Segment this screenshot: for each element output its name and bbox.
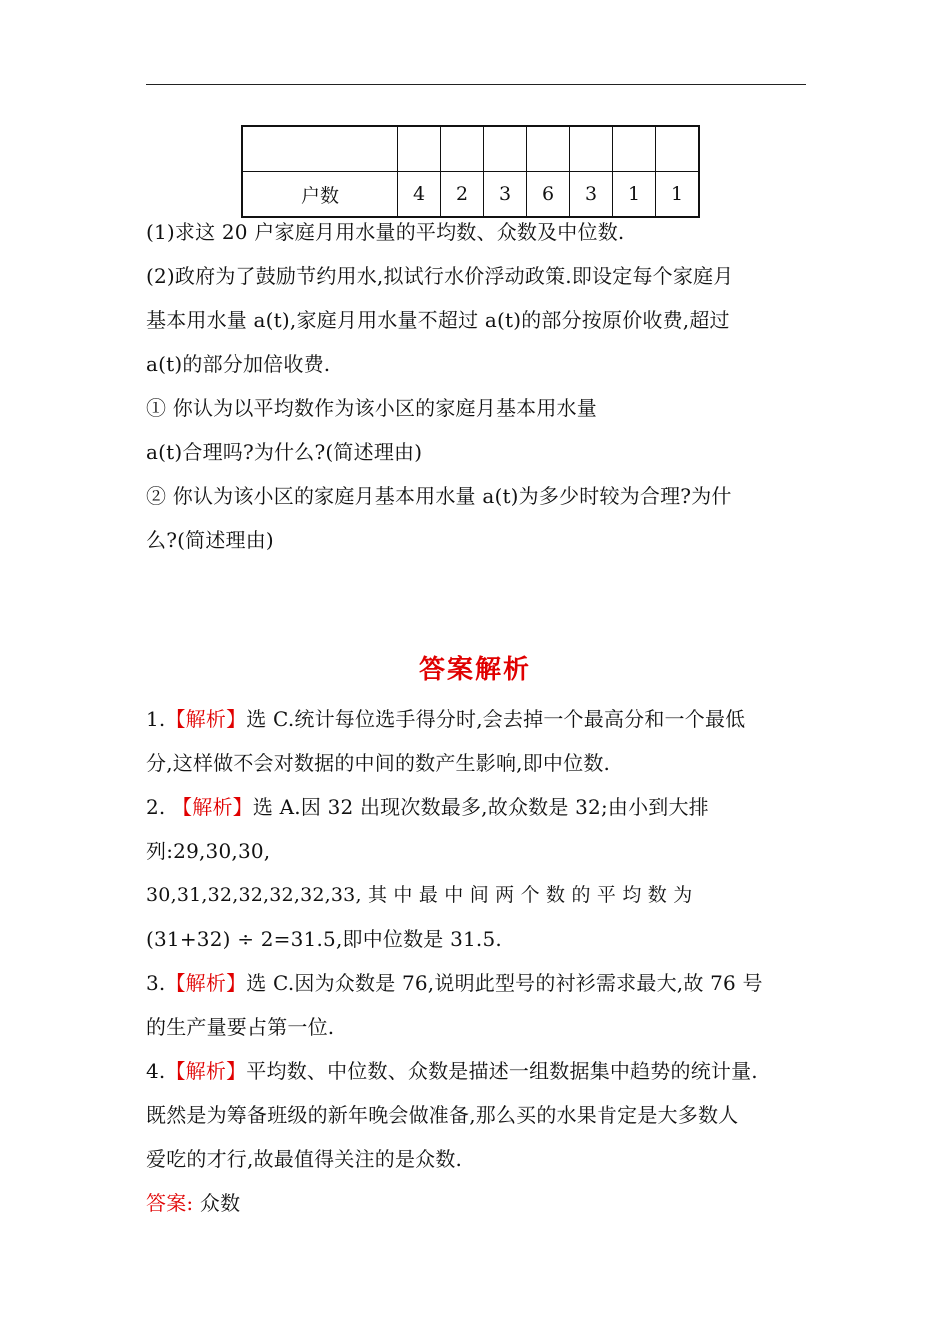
table-cell: 3: [484, 172, 527, 218]
answer-heading: 答案解析: [418, 655, 531, 685]
answer-text: 选 C.因为众数是 76,说明此型号的衬衫需求最大,故 76 号: [246, 971, 763, 995]
table-cell: [613, 126, 656, 172]
water-usage-table: [241, 125, 700, 218]
answer-2-line4: (31+32) ÷ 2=31.5,即中位数是 31.5.: [146, 927, 502, 951]
analysis-tag: 【解析】: [172, 795, 253, 819]
answer-3-line1: [146, 970, 808, 996]
question-sub2-line2: 么?(简述理由): [146, 528, 274, 552]
table-cell: 1: [613, 172, 656, 218]
question-part1: (1)求这 20 户家庭月用水量的平均数、众数及中位数.: [146, 220, 625, 244]
answer-text: 选 C.统计每位选手得分时,会去掉一个最高分和一个最低: [246, 707, 746, 731]
header-rule: [146, 84, 806, 85]
question-part2-line3: a(t)的部分加倍收费.: [146, 352, 331, 376]
answer-text: 选 A.因 32 出现次数最多,故众数是 32;由小到大排: [252, 795, 709, 819]
question-sub2-line1: ② 你认为该小区的家庭月基本用水量 a(t)为多少时较为合理?为什: [146, 484, 732, 508]
answer-2-line1: [146, 794, 808, 820]
question-part2-line1: (2)政府为了鼓励节约用水,拟试行水价浮动政策.即设定每个家庭月: [146, 264, 734, 288]
analysis-tag: 【解析】: [165, 971, 247, 995]
table-cell: [656, 126, 700, 172]
final-answer-label: 答案:: [146, 1191, 194, 1215]
answer-1-line1: [146, 706, 808, 732]
question-part2-line2: 基本用水量 a(t),家庭月用水量不超过 a(t)的部分按原价收费,超过: [146, 308, 730, 332]
answer-number: 3.: [146, 971, 166, 995]
answer-2-line2: 列:29,30,30,: [146, 839, 271, 863]
final-answer-value: 众数: [193, 1191, 241, 1215]
answer-number: 2.: [146, 795, 173, 819]
table-cell: [527, 126, 570, 172]
table-cell: [441, 126, 484, 172]
answer-4-line1: [146, 1058, 808, 1084]
answer-number: 4.: [146, 1059, 166, 1083]
analysis-tag: 【解析】: [165, 707, 247, 731]
answer-1-line2: 分,这样做不会对数据的中间的数产生影响,即中位数.: [146, 751, 611, 775]
table-cell: 2: [441, 172, 484, 218]
answer-2-line3: 30,31,32,32,32,32,33, 其 中 最 中 间 两 个 数 的 平 均 数 为: [146, 884, 693, 906]
table-cell: 3: [570, 172, 613, 218]
analysis-tag: 【解析】: [165, 1059, 247, 1083]
answer-4-line3: 爱吃的才行,故最值得关注的是众数.: [146, 1147, 463, 1171]
table-cell: [570, 126, 613, 172]
question-sub1-line1: ① 你认为以平均数作为该小区的家庭月基本用水量: [146, 396, 597, 420]
answer-3-line2: 的生产量要占第一位.: [146, 1015, 335, 1039]
table-cell: [484, 126, 527, 172]
table-header-row: [242, 126, 699, 172]
table-cell: 4: [398, 172, 441, 218]
answer-text: 平均数、中位数、众数是描述一组数据集中趋势的统计量.: [246, 1059, 758, 1083]
question-sub1-line2: a(t)合理吗?为什么?(简述理由): [146, 440, 423, 464]
table-cell: 1: [656, 172, 700, 218]
table-count-row: [242, 172, 699, 218]
table-cell: [398, 126, 441, 172]
count-row-label: 户数: [242, 172, 398, 218]
answer-number: 1.: [146, 707, 166, 731]
final-answer: [146, 1190, 808, 1216]
table-cell: [242, 126, 398, 172]
answer-4-line2: 既然是为筹备班级的新年晚会做准备,那么买的水果肯定是大多数人: [146, 1103, 739, 1127]
table-cell: 6: [527, 172, 570, 218]
